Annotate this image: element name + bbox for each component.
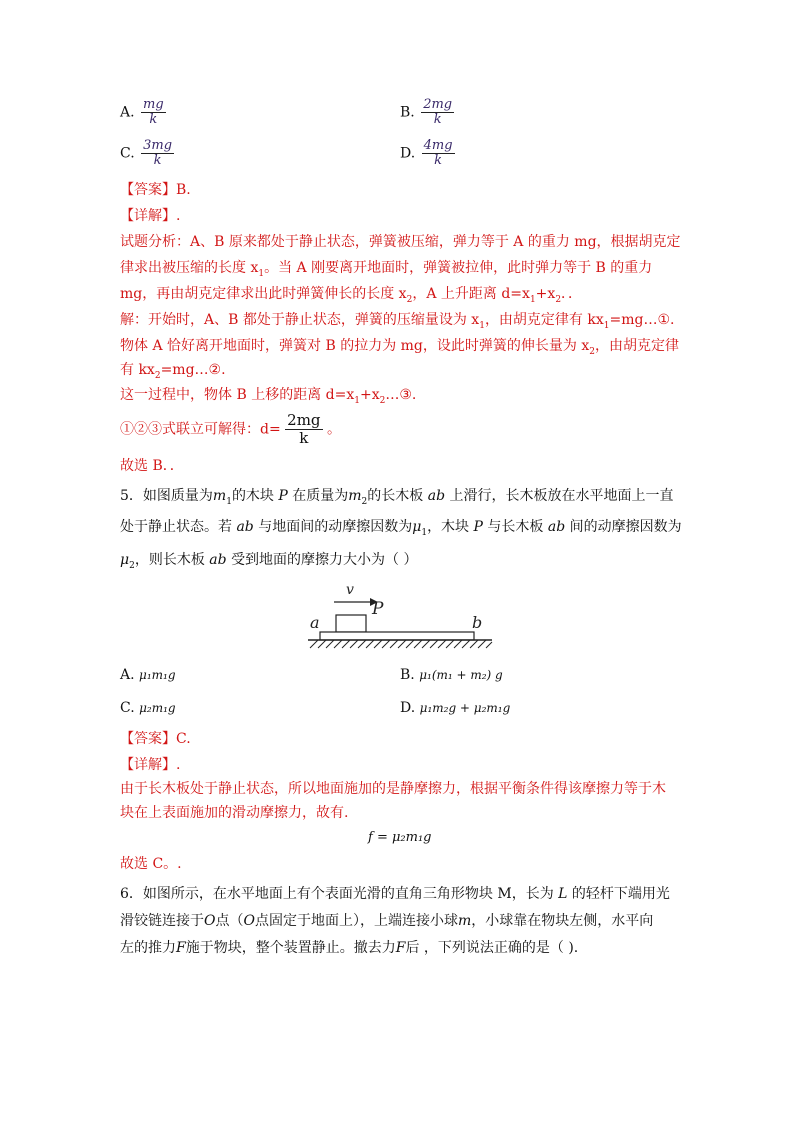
- q5-answer: 【答案】C.: [120, 731, 191, 747]
- q5-option-a: A. μ₁m₁g: [120, 667, 176, 683]
- long-board: [320, 632, 474, 640]
- fraction: $\frac{4mg}{k}$: [423, 138, 453, 168]
- q5-option-d: D. μ₁m₂g + μ₂m₁g: [400, 700, 511, 716]
- option-b: B. $\frac{2mg}{k}$: [400, 97, 453, 127]
- q5-conclusion: 故选 C。.: [120, 856, 182, 872]
- q5-explain-line: 块在上表面施加的滑动摩擦力，故有.: [120, 805, 349, 821]
- q4-detail-heading: 【详解】.: [120, 208, 181, 224]
- label-v: v: [346, 582, 354, 598]
- q5-option-c: C. μ₂m₁g: [120, 700, 176, 716]
- fraction: $\frac{3mg}{k}$: [143, 138, 173, 168]
- q5-figure: [300, 576, 500, 652]
- q5-stem-line: $\mu_2$，则长木板 ab 受到地面的摩擦力大小为（ ）: [120, 552, 418, 571]
- q5-stem-line: 处于静止状态。若 ab 与地面间的动摩擦因数为$\mu_1$，木块 P 与长木板 ab 间的动摩擦因数为: [120, 519, 682, 538]
- fraction: $\frac{mg}{k}$: [143, 97, 164, 127]
- ground-hatching: [310, 640, 492, 648]
- q4-solution-line: 有 $kx_2=mg\dots ②$.: [120, 362, 226, 381]
- q5-option-b: B. μ₁(m₁ + m₂) g: [400, 667, 503, 683]
- q4-analysis-line: 律求出被压缩的长度 $x_1$。当 A 刚要离开地面时，弹簧被拉伸，此时弹力等于 B 的重力: [120, 260, 653, 279]
- q4-solution-line: 物体 A 恰好离开地面时，弹簧对 B 的拉力为 mg，设此时弹簧的伸长量为 $x_2$，由胡克定律: [120, 338, 679, 357]
- fraction: $\frac{2mg}{k}$: [423, 97, 453, 127]
- q4-answer: 【答案】B.: [120, 182, 191, 198]
- fraction: $\frac{2mg}{k}$: [287, 411, 321, 447]
- q5-stem-line: 5．如图质量为$m_1$的木块 P 在质量为$m_2$的长木板 ab 上滑行，长木板放在水平地面上一直: [120, 488, 674, 507]
- q4-conclusion: 故选 B．．: [120, 458, 184, 474]
- q4-solution-line: ①②③式联立可解得：d= $\frac{2mg}{k}$ 。: [120, 411, 341, 447]
- option-d: D. $\frac{4mg}{k}$: [400, 138, 453, 168]
- label-P: P: [372, 599, 384, 619]
- option-a: A. $\frac{mg}{k}$: [120, 97, 164, 127]
- block-p: [336, 615, 366, 632]
- q5-explain-line: 由于长木板处于静止状态，所以地面施加的是静摩擦力，根据平衡条件得该摩擦力等于木: [120, 781, 666, 797]
- label-b: b: [472, 613, 483, 632]
- q4-analysis-line: mg，再由胡克定律求出此时弹簧伸长的长度 $x_2$，A 上升距离 $d=x_1+x_2$．．: [120, 286, 583, 305]
- q4-solution-line: 解：开始时，A、B 都处于静止状态，弹簧的压缩量设为 $x_1$，由胡克定律有 $kx_1=mg\dots ①$.: [120, 312, 675, 331]
- q6-stem-line: 6．如图所示，在水平地面上有个表面光滑的直角三角形物块 M，长为 L 的轻杆下端用光: [120, 886, 670, 902]
- label-a: a: [310, 613, 320, 632]
- q4-solution-line: 这一过程中，物体 B 上移的距离 $d=x_1+x_2\dots ③$.: [120, 387, 417, 406]
- q5-formula: f = μ₂m₁g: [368, 830, 432, 845]
- option-c: C. $\frac{3mg}{k}$: [120, 138, 173, 168]
- q6-stem-line: 左的推力F施于物块，整个装置静止。撤去力F后 ，下列说法正确的是（ ).: [120, 940, 579, 956]
- q5-detail-heading: 【详解】.: [120, 757, 181, 773]
- q6-stem-line: 滑铰链连接于O点（O点固定于地面上），上端连接小球m，小球靠在物块左侧，水平向: [120, 913, 654, 929]
- q4-analysis-line: 试题分析：A、B 原来都处于静止状态，弹簧被压缩，弹力等于 A 的重力 mg，根据胡克定: [120, 234, 681, 250]
